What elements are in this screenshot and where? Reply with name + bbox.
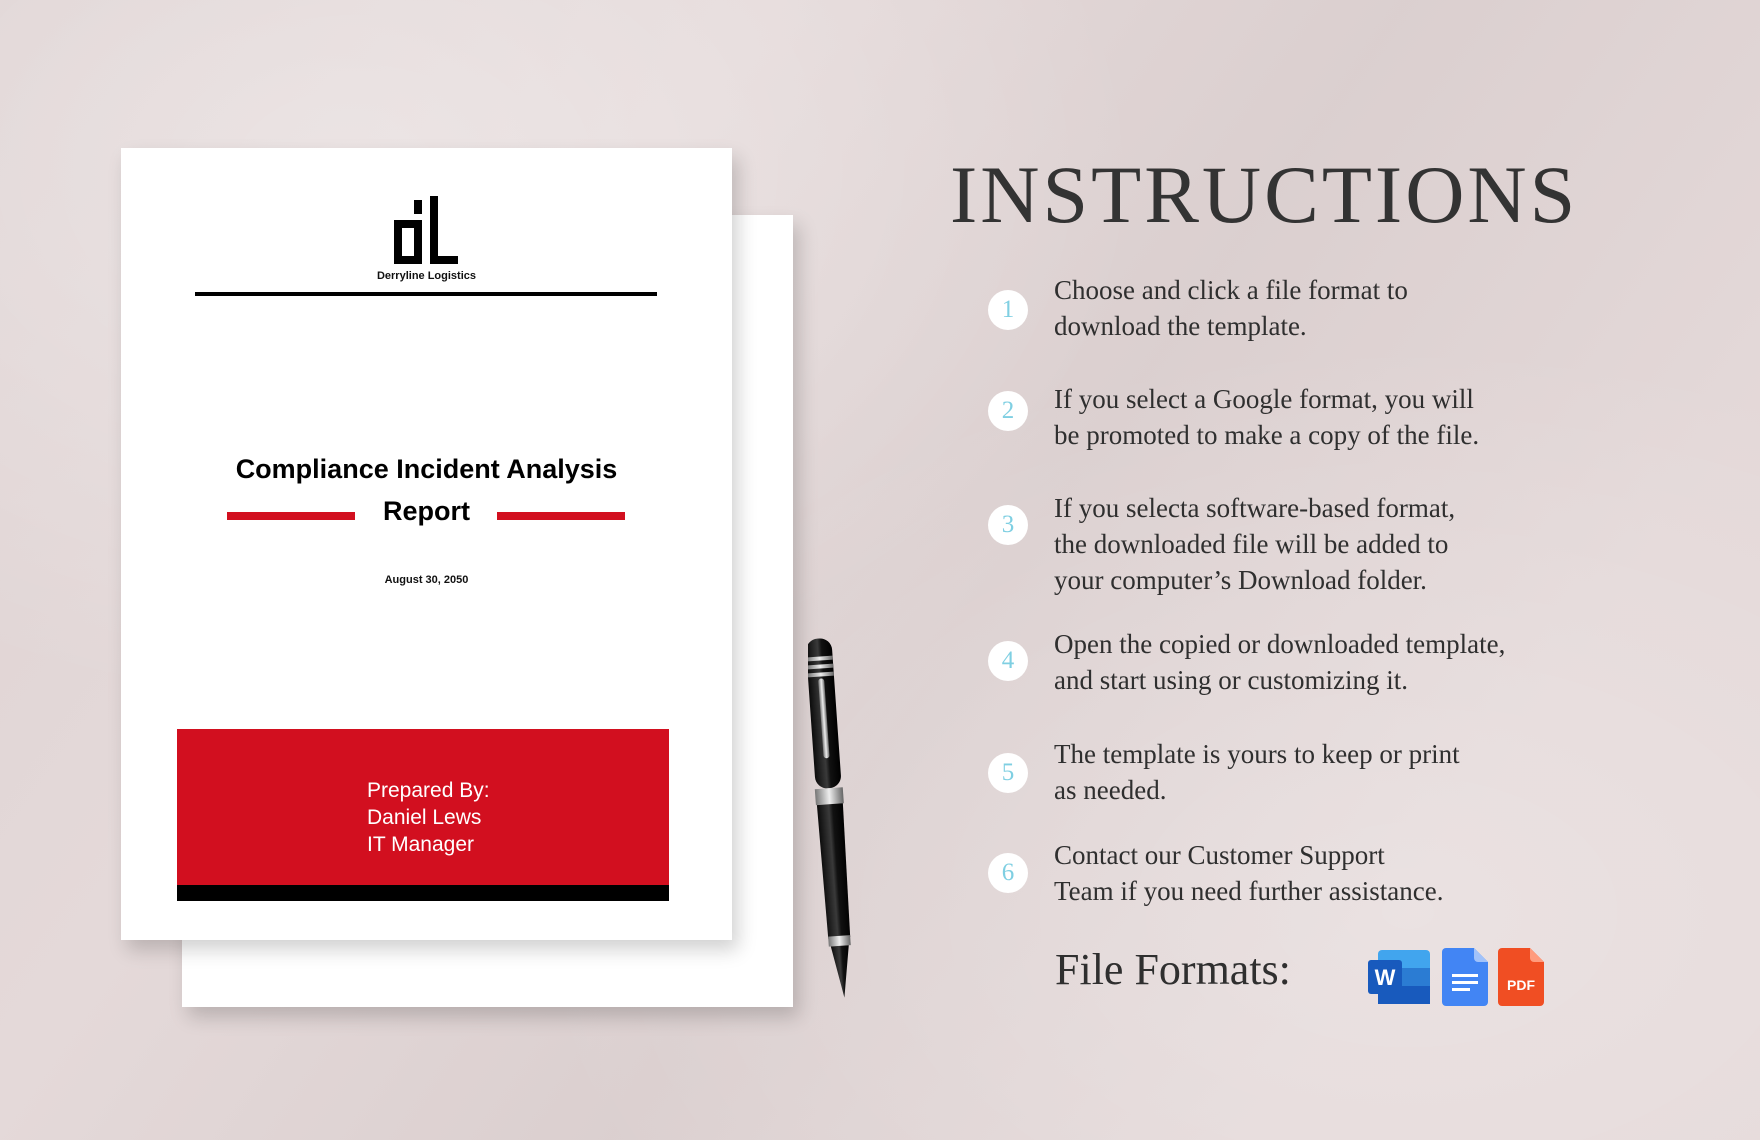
instruction-step-5 [988, 736, 1628, 826]
step-number-badge: 6 [988, 853, 1028, 893]
preparer-name: Daniel Lews [367, 806, 482, 829]
word-icon[interactable] [1368, 948, 1432, 1006]
step-text: If you select a Google format, you will be promoted to make a copy of the file. [1054, 384, 1480, 450]
svg-text:PDF: PDF [1507, 977, 1535, 993]
step-number-badge: 4 [988, 641, 1028, 681]
pdf-icon[interactable] [1498, 948, 1544, 1006]
instruction-step-1 [988, 272, 1628, 362]
report-date: August 30, 2050 [384, 574, 469, 586]
prepared-by-box [177, 729, 669, 885]
step-number-badge: 1 [988, 290, 1028, 330]
prepared-by-label: Prepared By: [367, 779, 490, 802]
instruction-step-2 [988, 381, 1628, 471]
pen-image [808, 638, 858, 1002]
report-cover-page [121, 148, 732, 940]
prepared-by-footer-bar [177, 885, 669, 901]
instruction-step-3 [988, 490, 1628, 610]
instructions-title: INSTRUCTIONS [950, 149, 1579, 240]
step-number-badge: 3 [988, 505, 1028, 545]
instruction-step-6 [988, 837, 1628, 927]
company-name: Derryline Logistics [376, 270, 477, 282]
step-number-badge: 5 [988, 753, 1028, 793]
step-text: Contact our Customer Support Team if you need further assistance. [1054, 840, 1444, 906]
step-text: Choose and click a file format to download the template. [1054, 275, 1408, 341]
instruction-step-4 [988, 626, 1628, 716]
google-docs-icon[interactable] [1442, 948, 1488, 1006]
title-accent-right [497, 512, 625, 520]
step-text: If you selecta software-based format, the downloaded file will be added to your computer’s Download folder. [1054, 493, 1456, 595]
step-text: Open the copied or downloaded template, and start using or customizing it. [1054, 629, 1506, 695]
preparer-role: IT Manager [367, 833, 474, 856]
file-formats-label: File Formats: [1055, 945, 1291, 994]
header-divider [195, 292, 657, 296]
svg-text:W: W [1374, 965, 1396, 990]
step-text: The template is yours to keep or print as needed. [1054, 739, 1460, 805]
report-title-line-1: Compliance Incident Analysis [235, 454, 618, 484]
company-logo [394, 196, 458, 264]
step-number-badge: 2 [988, 391, 1028, 431]
report-title-line-2: Report [383, 496, 470, 526]
